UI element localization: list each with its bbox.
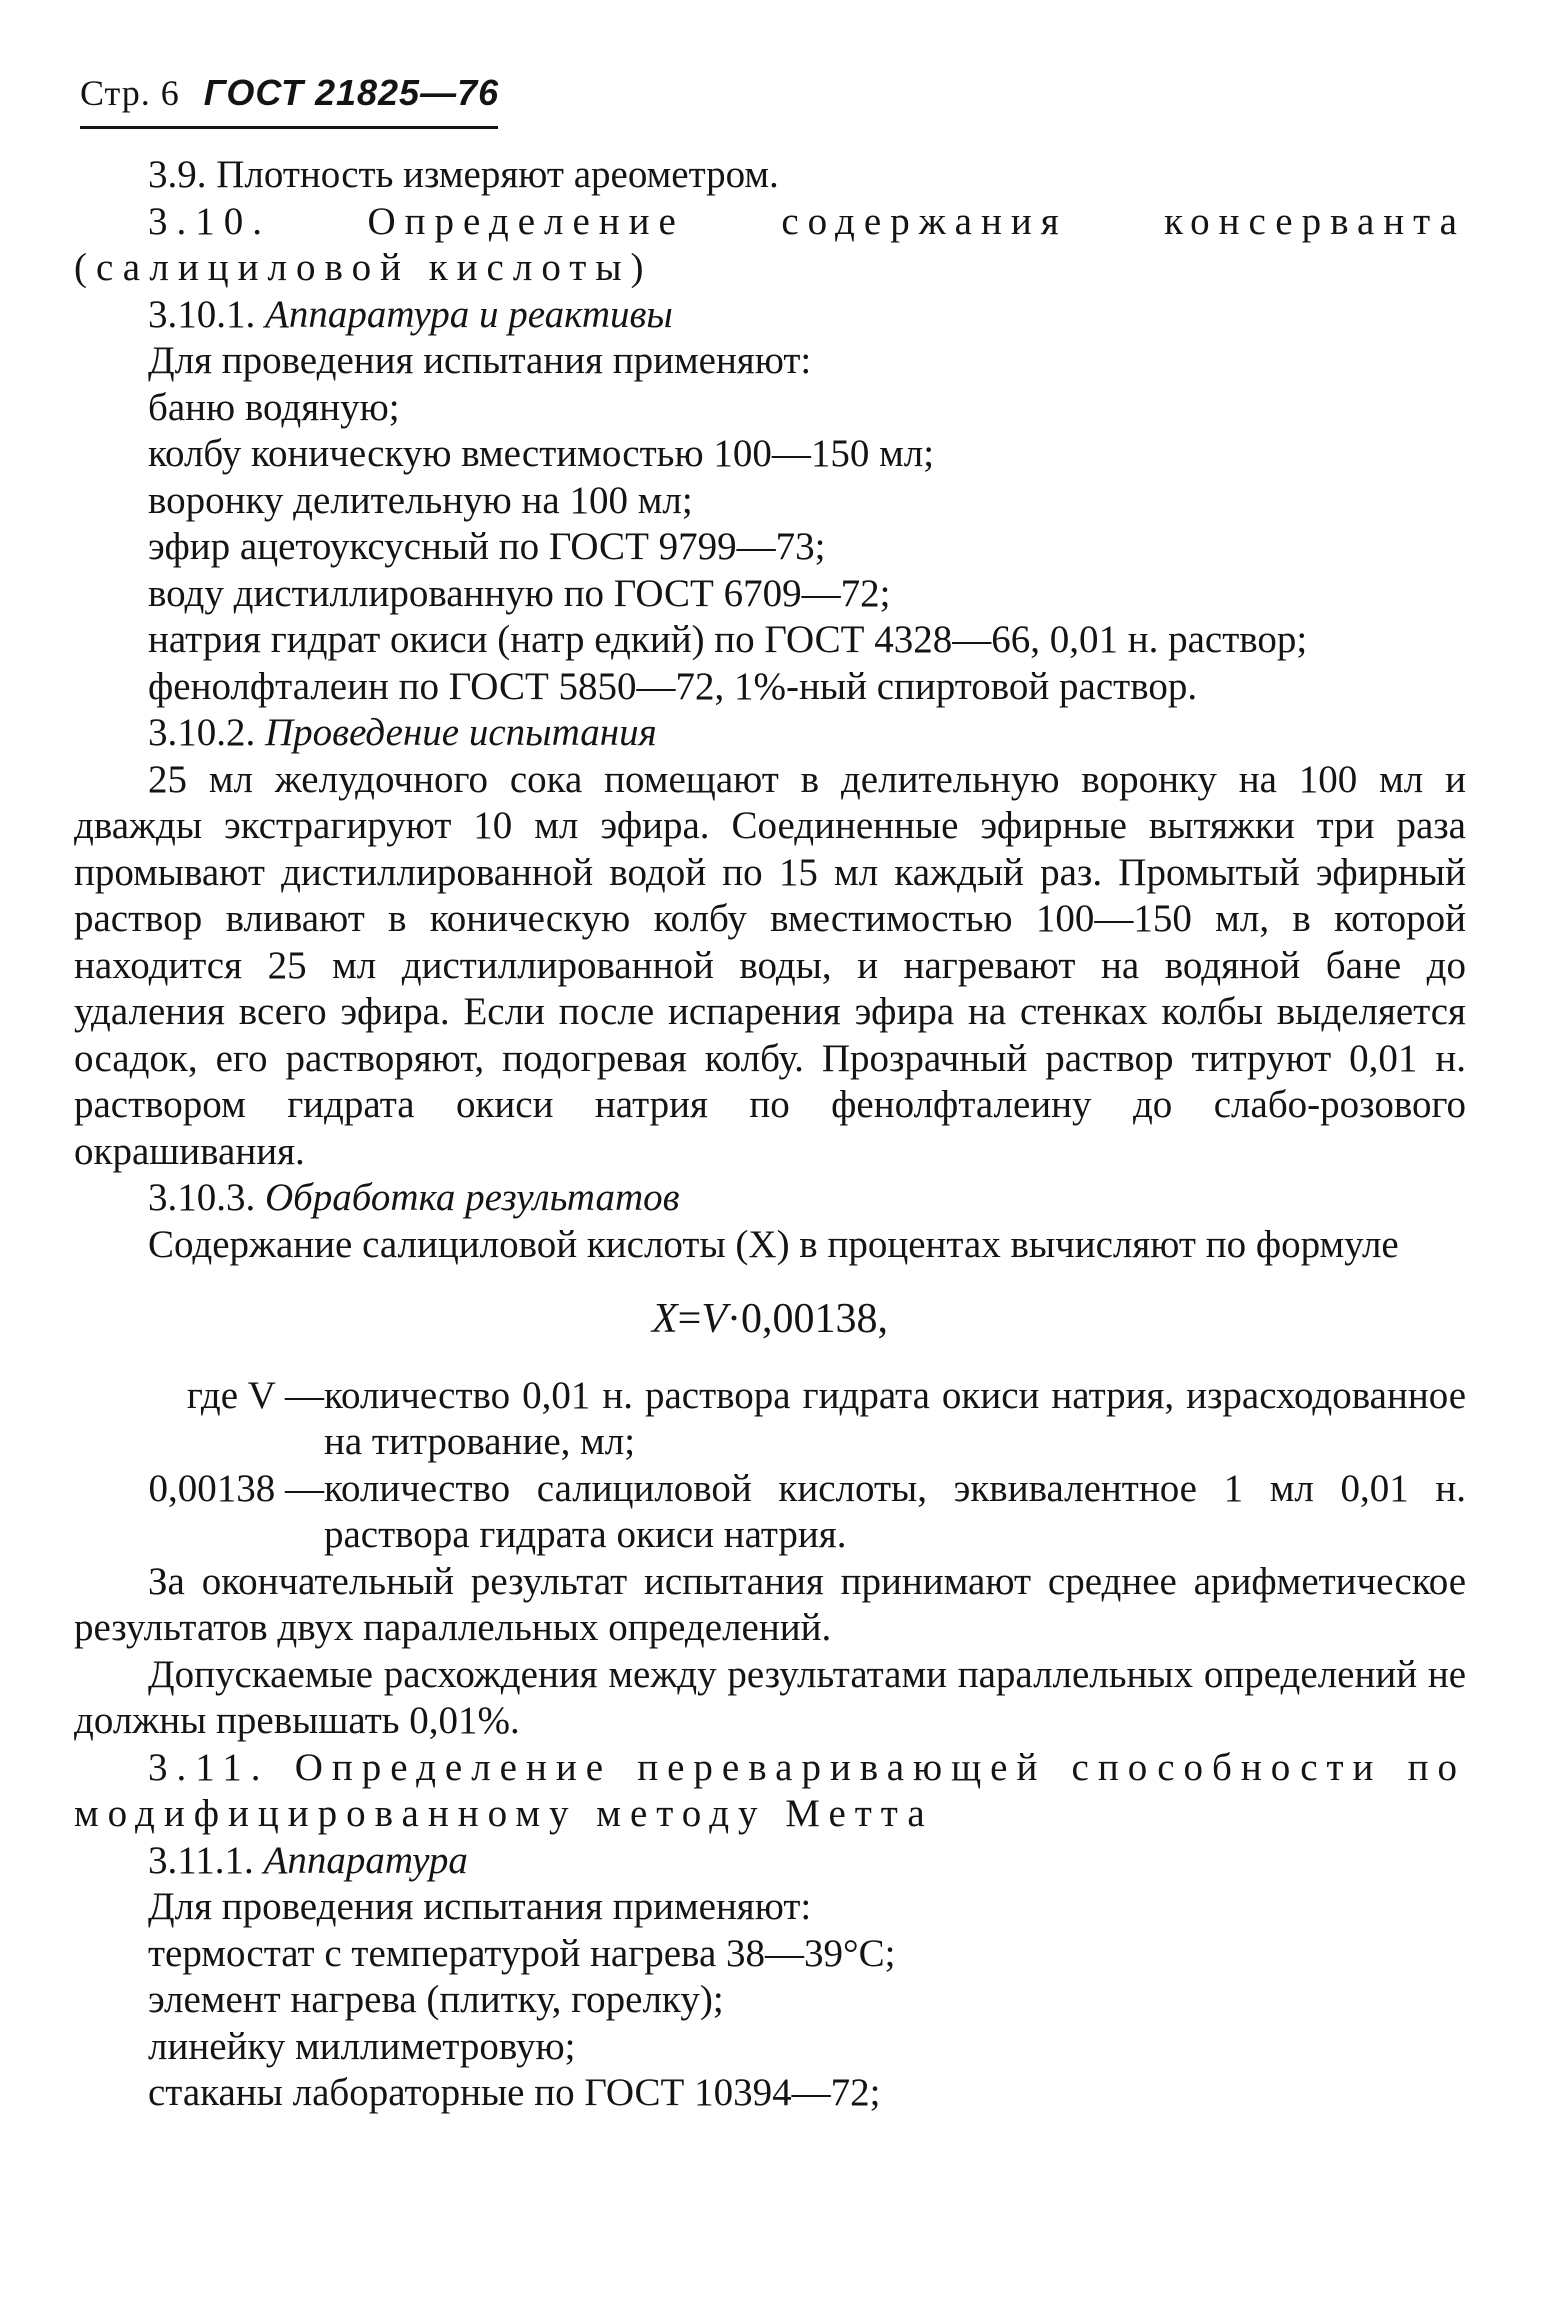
section-title: Аппаратура и реактивы [265, 292, 673, 336]
list-item: элемент нагрева (плитку, горелку); [148, 1978, 724, 2021]
formula-var: V [701, 1296, 727, 1342]
list-item: колбу коническую вместимостью 100—150 мл; [148, 432, 935, 475]
document-body [74, 152, 1466, 2117]
section-3-10-1-heading [74, 292, 1466, 339]
definition-desc: количество 0,01 н. раствора гидрата окиси натрия, израсходованное на титрование, мл; [324, 1373, 1466, 1463]
header-rule [80, 126, 498, 129]
tolerance-paragraph: Допускаемые расхождения между результатами параллельных определений не должны превышать 0,01%. [74, 1652, 1466, 1742]
definition-constant [74, 1466, 1466, 1559]
list-item: стаканы лабораторные по ГОСТ 10394—72; [148, 2071, 881, 2114]
apparatus-list [74, 1884, 1466, 2117]
definition-term: 0,00138 — [148, 1466, 324, 1510]
page-number: Стр. 6 [80, 73, 180, 113]
section-number: 3.11.1. [148, 1838, 254, 1882]
list-item: воронку делительную на 100 мл; [148, 478, 693, 522]
list-item: воду дистиллированную по ГОСТ 6709—72; [148, 571, 891, 615]
definition-v [74, 1373, 1466, 1466]
calculation-intro: Содержание салициловой кислоты (X) в процентах вычисляют по формуле [148, 1222, 1399, 1266]
list-intro: Для проведения испытания применяют: [148, 339, 812, 382]
formula-lhs: X [652, 1296, 678, 1342]
list-item: термостат с температурой нагрева 38—39°С; [148, 1931, 896, 1975]
procedure-paragraph: 25 мл желудочного сока помещают в делительную воронку на 100 мл и дважды экстрагируют 10 мл эфира. Соединенные эфирные вытяжки три раза промывают дистиллированной водой по 15 мл каждый раз. Промытый эфирный раствор вливают в коническую колбу вместимостью 100—150 мл, в которой находится 25 мл дистиллированной воды, и нагревают на водяной бане до удаления всего эфира. Если после испарения эфира на стенках колбы выделяется осадок, его растворяют, подогревая колбу. Прозрачный раствор титруют 0,01 н. раствором гидрата окиси натрия по фенолфталеину до слабо-розового окрашивания. [74, 757, 1466, 1173]
section-3-10-title: 3.10. Определение содержания консерванта (салициловой кислоты) [74, 199, 1466, 289]
list-item-phenolphthalein: фенолфталеин по ГОСТ 5850—72, 1%-ный спиртовой раствор. [148, 664, 1198, 708]
section-number: 3.10.3. [148, 1176, 256, 1219]
definition-desc: количество салициловой кислоты, эквивалентное 1 мл 0,01 н. раствора гидрата окиси натрия. [324, 1466, 1466, 1556]
section-3-10-3-heading [74, 1175, 1466, 1222]
section-3-11-1-heading [74, 1838, 1466, 1885]
standard-number: ГОСТ 21825—76 [203, 72, 500, 113]
section-3-11-title: 3.11. Определение переваривающей способности по модифицированному методу Метта [74, 1745, 1466, 1835]
page-header [80, 72, 499, 114]
list-item: эфир ацетоуксусный по ГОСТ 9799—73; [148, 525, 826, 568]
list-item: линейку миллиметровую; [148, 2024, 576, 2068]
section-number: 3.10.1. [148, 292, 256, 336]
formula-eq: = [677, 1296, 702, 1342]
section-number: 3.10.2. [148, 711, 256, 754]
section-title: Аппаратура [263, 1838, 468, 1882]
list-intro: Для проведения испытания применяют: [148, 1885, 812, 1928]
list-item-naoh: натрия гидрат окиси (натр едкий) по ГОСТ 4328—66, 0,01 н. раствор; [148, 618, 1308, 661]
formula [74, 1296, 1466, 1343]
section-title: Проведение испытания [265, 711, 657, 754]
formula-rest: ·0,00138, [727, 1296, 888, 1342]
section-title: Обработка результатов [265, 1176, 680, 1219]
reagents-list [74, 338, 1466, 617]
section-3-9: 3.9. Плотность измеряют ареометром. [148, 153, 779, 196]
definition-term: где V — [186, 1373, 324, 1417]
list-item: баню водяную; [148, 385, 400, 429]
section-3-10-2-heading [74, 710, 1466, 757]
final-result-paragraph: За окончательный результат испытания принимают среднее арифметическое результатов двух параллельных определений. [74, 1559, 1466, 1649]
